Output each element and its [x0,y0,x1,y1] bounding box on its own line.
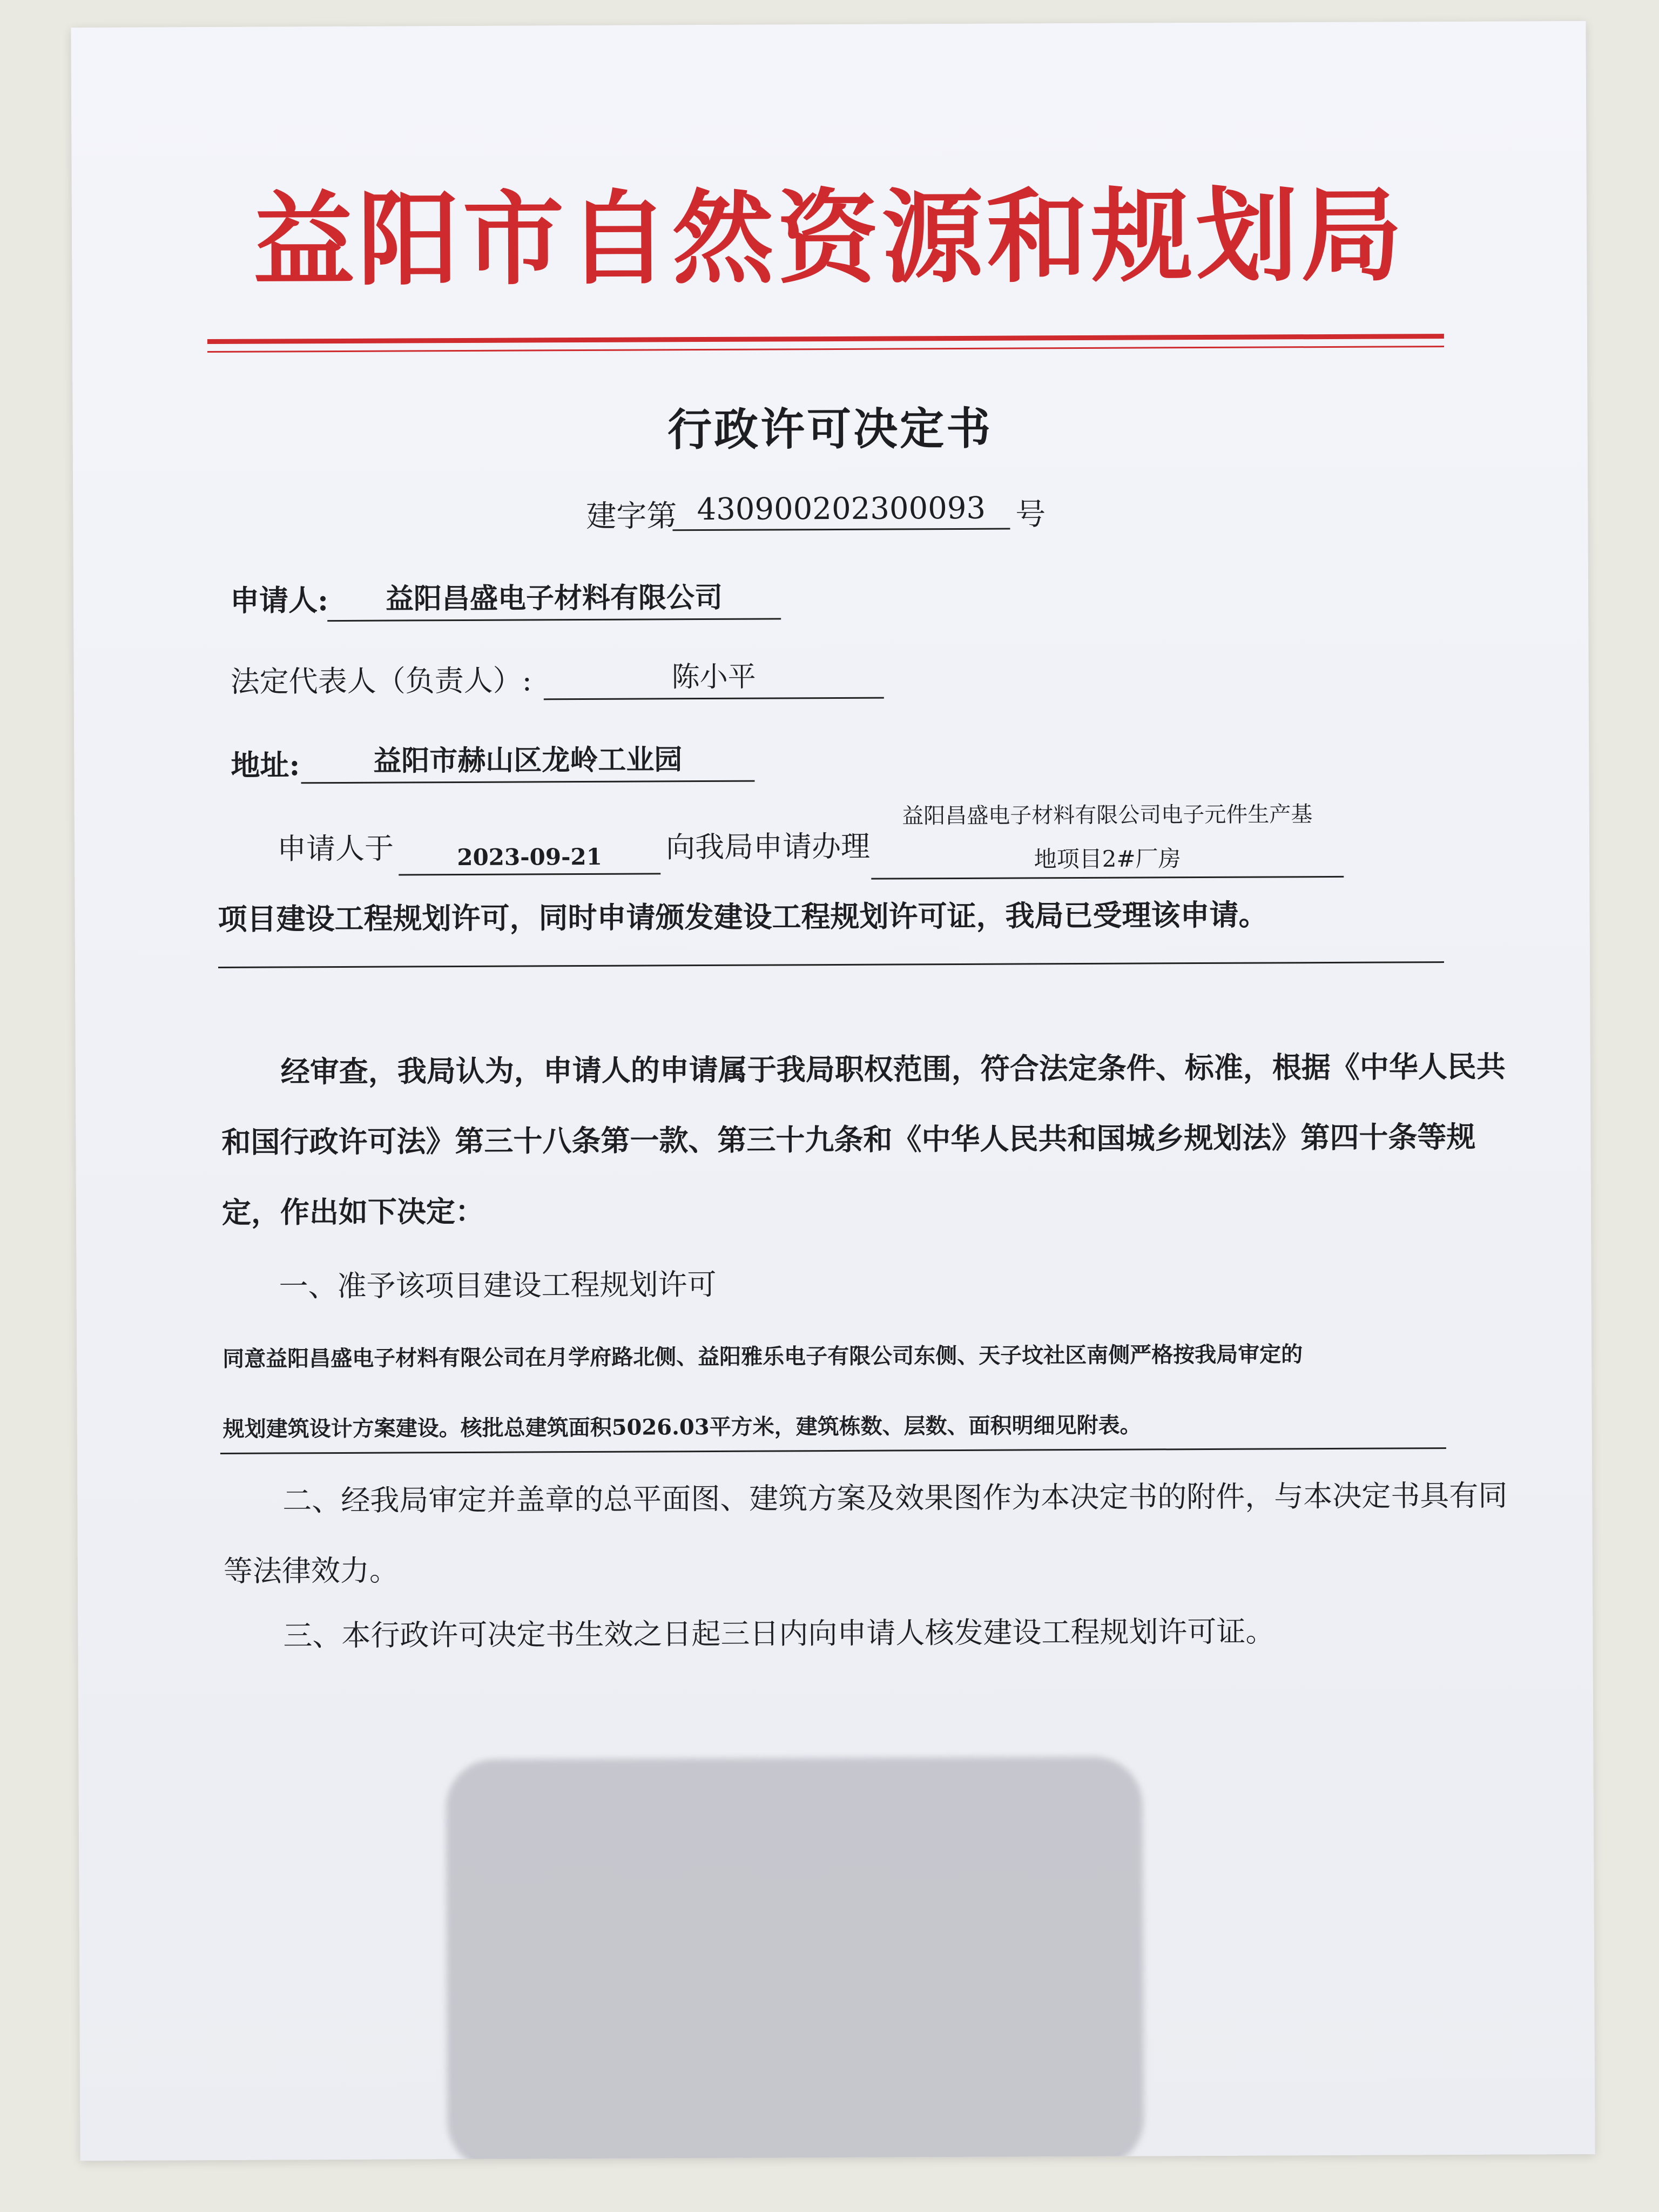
project-name-line2: 地项目2#厂房 [871,840,1344,880]
document-number: 430900202300093 [672,491,1010,531]
legal-rep-value: 陈小平 [543,653,884,700]
applicant-value: 益阳昌盛电子材料有限公司 [327,574,781,622]
application-tail: 项目建设工程规划许可，同时申请颁发建设工程规划许可证，我局已受理该申请。 [218,897,1268,936]
review-paragraph: 经审查，我局认为，申请人的申请属于我局职权范围，符合法定条件、标准，根据《中华人民共和国行政许可法》第三十八条第一款、第三十九条和《中华人民共和国城乡规划法》第四十条等规定，作出如下决定： [221,1049,1506,1230]
document-number-suffix: 号 [1015,497,1046,532]
address-value: 益阳市赫山区龙岭工业园 [301,737,754,784]
document-number-line [73,488,1588,534]
shadow-overlay [446,1757,1144,2161]
document-page [71,21,1595,2161]
header-red-rule-thin [207,346,1444,353]
legal-rep-label: 法定代表人（负责人）: [230,663,532,699]
document-number-prefix: 建字第 [586,498,677,534]
application-lead: 申请人于 [276,831,394,866]
address-label: 地址: [231,747,300,783]
application-date: 2023-09-21 [399,843,660,875]
project-name-line1: 益阳昌盛电子材料有限公司电子元件生产基 [902,802,1313,829]
blank-rule [218,961,1444,968]
header-red-rule [207,334,1444,344]
item1-rule [220,1447,1446,1454]
applicant-label: 申请人: [230,583,329,618]
document-title: 行政许可决定书 [667,402,993,456]
decision-item3: 三、本行政许可决定书生效之日起三日内向申请人核发建设工程规划许可证。 [283,1614,1275,1653]
application-mid: 向我局申请办理 [665,829,871,865]
decision-item1-title: 一、准予该项目建设工程规划许可 [279,1267,717,1304]
decision-item1-detail-line1: 同意益阳昌盛电子材料有限公司在月学府路北侧、益阳雅乐电子有限公司东侧、天子坟社区南侧严格按我局审定的 [222,1341,1303,1372]
decision-item1-detail-line2: 规划建筑设计方案建设。核批总建筑面积5026.03平方米，建筑栋数、层数、面积明细见附表。 [222,1412,1142,1442]
decision-item2: 二、经我局审定并盖章的总平面图、建筑方案及效果图作为本决定书的附件，与本决定书具有同等法律效力。 [223,1478,1508,1588]
agency-header: 益阳市自然资源和规划局 [253,177,1406,300]
